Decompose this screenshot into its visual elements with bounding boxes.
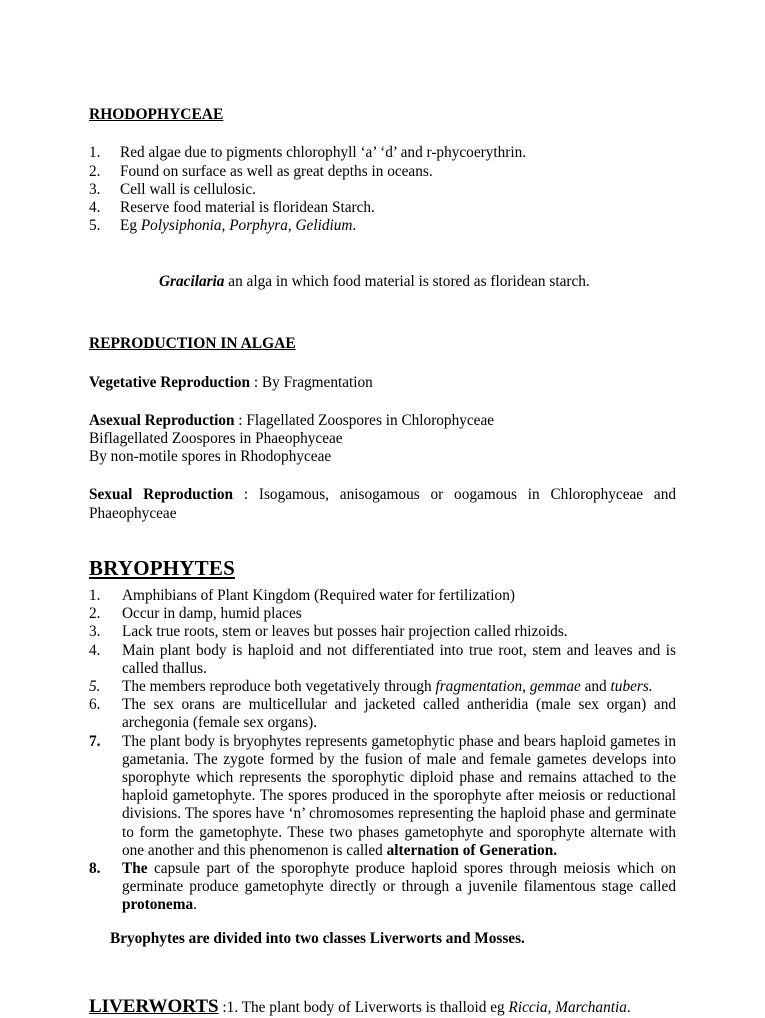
spacer <box>89 354 676 374</box>
list-marker: 2. <box>89 162 101 180</box>
list-marker: 1. <box>89 586 101 604</box>
spacer <box>89 466 676 486</box>
list-item <box>89 642 676 678</box>
spacer <box>89 963 676 979</box>
list-item-mid: and <box>580 677 611 695</box>
term-italic-tubers: tubers. <box>610 677 653 695</box>
list-marker: 1. <box>89 144 101 162</box>
spacer <box>89 306 676 334</box>
term-italic-fragmentation-gemmae: fragmentation, gemmae <box>435 677 581 695</box>
species-italic: Polysiphonia, Porphyra, Gelidium <box>140 217 353 235</box>
list-item-text: Red algae due to pigments chlorophyll ‘a’ ‘d’ and r-phycoerythrin. <box>120 144 527 162</box>
rhodophyceae-list <box>89 144 676 235</box>
list-item <box>89 605 676 623</box>
liverworts-text: :1. The plant body of Liverworts is thalloid eg <box>218 998 509 1016</box>
list-item-text: Main plant body is haploid and not differentiated into true root, stem and leaves and is called thallus. <box>122 641 676 677</box>
list-item <box>89 623 676 641</box>
list-item-lead: Eg <box>120 217 141 235</box>
list-item <box>89 163 676 181</box>
spacer <box>89 523 676 556</box>
liverworts-line <box>89 995 676 1018</box>
list-item-tail: . <box>193 896 197 914</box>
heading-reproduction-in-algae: REPRODUCTION IN ALGAE <box>89 335 296 353</box>
asexual-reproduction-label: Asexual Reproduction <box>89 411 235 429</box>
list-item <box>89 860 676 915</box>
asexual-reproduction-line-2: Biflagellated Zoospores in Phaeophyceae <box>89 429 343 447</box>
spacer <box>89 124 676 144</box>
term-bold-protonema: protonema <box>122 896 194 914</box>
list-item-text <box>122 678 676 696</box>
list-item <box>89 199 676 217</box>
spacer <box>89 235 676 257</box>
asexual-reproduction-line <box>89 412 676 430</box>
list-item <box>89 144 676 162</box>
list-item <box>89 733 676 860</box>
spacer <box>89 392 676 412</box>
list-item-text: Occur in damp, humid places <box>122 605 302 623</box>
list-marker: 2. <box>89 605 101 623</box>
gracilaria-text: an alga in which food material is stored as floridean starch. <box>224 272 590 290</box>
species-italic-riccia-marchantia: Riccia, Marchantia <box>508 998 627 1016</box>
list-item-text: The sex orans are multicellular and jacketed called antheridia (male sex organ) and archegonia (female sex organs). <box>122 696 676 732</box>
list-item-lead: capsule part of the sporophyte produce haploid spores through meiosis which on germinate produce gametophyte directly or through a juvenile filamentous stage called <box>122 860 676 896</box>
list-marker: 8. <box>89 860 101 878</box>
heading-bryophytes: BRYOPHYTES <box>89 555 235 580</box>
heading-rhodophyceae: RHODOPHYCEAE <box>89 106 224 123</box>
bryophytes-list <box>89 587 676 915</box>
list-item <box>89 678 676 696</box>
list-item-text: Amphibians of Plant Kingdom (Required water for fertilization) <box>122 586 515 604</box>
document-content <box>89 105 676 1018</box>
heading-liverworts: LIVERWORTS <box>89 995 219 1017</box>
list-item-text <box>122 860 676 915</box>
list-marker: 4. <box>89 198 101 216</box>
list-item <box>89 217 676 235</box>
gracilaria-note <box>159 273 676 291</box>
list-marker: 5. <box>89 677 101 695</box>
list-item-text: Reserve food material is floridean Starch. <box>120 198 375 216</box>
list-marker: 7. <box>89 732 101 750</box>
list-item-bold-lead: The <box>122 860 148 878</box>
term-bold-alternation-of-generation: alternation of Generation. <box>386 841 558 859</box>
list-item-text: Lack true roots, stem or leaves but posses hair projection called rhizoids. <box>122 623 568 641</box>
list-marker: 4. <box>89 641 101 659</box>
asexual-reproduction-line-3: By non-motile spores in Rhodophyceae <box>89 448 332 466</box>
list-marker: 6. <box>89 696 101 714</box>
list-item-text: Found on surface as well as great depths in oceans. <box>120 162 433 180</box>
list-item-text <box>120 217 676 235</box>
list-marker: 3. <box>89 623 101 641</box>
list-marker: 5. <box>89 217 101 235</box>
list-item-tail: . <box>352 217 357 235</box>
gracilaria-genus: Gracilaria <box>159 272 225 290</box>
list-item-text <box>122 733 676 860</box>
list-item-lead: The plant body is bryophytes represents gametophytic phase and bears haploid gametes in gametania. The zygote formed by the fusion of male and female gametes develops into sporophyte which represents the sporophytic diploid phase and remains attached to the haploid gametophyte. The spores produced in the sporophyte after meiosis or reductional divisions. The spores have ‘n’ chromosomes representing the haploid phase and germinate to form the gametophyte. These two phases gametophyte and sporophyte alternate with one another and this phenomenon is called <box>122 732 676 859</box>
sexual-reproduction-label: Sexual Reproduction <box>89 486 233 504</box>
list-item <box>89 181 676 199</box>
list-item <box>89 696 676 732</box>
vegetative-reproduction-text: : By Fragmentation <box>250 373 373 391</box>
asexual-reproduction-text: : Flagellated Zoospores in Chlorophyceae <box>234 411 495 429</box>
liverworts-tail: . <box>626 998 631 1016</box>
sexual-reproduction-text: : Isogamous, anisogamous or oogamous in Chlorophyceae and Phaeophyceae <box>89 486 676 522</box>
sexual-reproduction-line <box>89 486 676 522</box>
list-item-lead: The members reproduce both vegetatively through <box>122 677 436 695</box>
list-item-text: Cell wall is cellulosic. <box>120 180 256 198</box>
list-item <box>89 587 676 605</box>
vegetative-reproduction-label: Vegetative Reproduction <box>89 373 251 391</box>
bryophytes-closing-line: Bryophytes are divided into two classes Liverworts and Mosses. <box>110 929 525 947</box>
vegetative-reproduction-line <box>89 374 676 392</box>
list-marker: 3. <box>89 180 101 198</box>
